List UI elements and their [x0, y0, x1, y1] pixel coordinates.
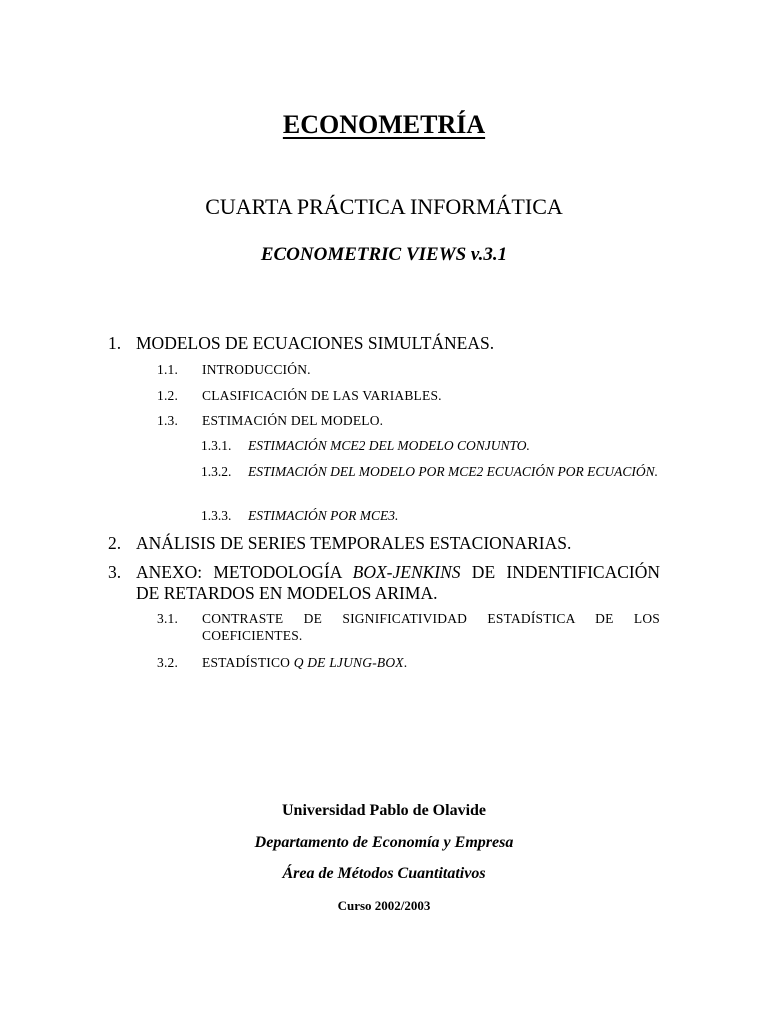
toc-section-number: 1.	[108, 333, 122, 353]
toc-subsubsection-number: 1.3.3.	[201, 508, 232, 523]
department-name: Departamento de Economía y Empresa	[254, 834, 514, 851]
toc-section-3-1	[157, 610, 660, 644]
toc-subsection-title-emphasis: Q DE LJUNG-BOX	[293, 655, 404, 670]
toc-subsubsection-number: 1.3.1.	[201, 438, 232, 453]
toc-section-1-2	[157, 387, 660, 404]
toc-section-1-3	[157, 412, 660, 429]
toc-subsection-number: 1.3.	[157, 413, 179, 428]
toc-section-2	[108, 533, 660, 554]
toc-section-title-part: ANEXO: METODOLOGÍA	[136, 562, 353, 582]
toc-section-1-3-1	[201, 437, 660, 455]
toc-section-1-3-3	[201, 507, 660, 525]
toc-section-1	[108, 333, 660, 354]
toc-subsubsection-title: ESTIMACIÓN MCE2 DEL MODELO CONJUNTO.	[248, 438, 530, 453]
area-name: Área de Métodos Cuantitativos	[282, 865, 486, 882]
toc-subsubsection-title: ESTIMACIÓN DEL MODELO POR MCE2 ECUACIÓN POR ECUACIÓN.	[248, 464, 658, 479]
toc-section-title-emphasis: BOX-JENKINS	[352, 562, 461, 582]
toc-subsection-title: INTRODUCCIÓN.	[202, 362, 311, 377]
toc-section-title-part: DE INDENTIFICACIÓN DE RETARDOS EN MODELOS ARIMA.	[136, 562, 660, 603]
software-version: ECONOMETRIC VIEWS v.3.1	[260, 244, 508, 265]
toc-subsubsection-number: 1.3.2.	[201, 464, 232, 479]
university-name: Universidad Pablo de Olavide	[281, 802, 487, 819]
toc-subsection-title-part: ESTADÍSTICO	[202, 655, 294, 670]
toc-section-3	[108, 562, 660, 604]
toc-section-number: 3.	[108, 562, 122, 582]
toc-subsection-number: 1.2.	[157, 388, 179, 403]
toc-section-title: ANÁLISIS DE SERIES TEMPORALES ESTACIONARIAS.	[136, 533, 572, 553]
toc-subsection-title	[202, 654, 660, 671]
toc-subsection-number: 3.2.	[157, 655, 179, 670]
course-year: Curso 2002/2003	[337, 898, 431, 913]
toc-section-title	[136, 562, 660, 604]
toc-subsection-number: 3.1.	[157, 611, 179, 626]
toc-subsection-title: CLASIFICACIÓN DE LAS VARIABLES.	[202, 388, 442, 403]
document-subtitle: CUARTA PRÁCTICA INFORMÁTICA	[205, 194, 563, 219]
toc-section-1-3-2	[201, 463, 660, 481]
toc-section-number: 2.	[108, 533, 122, 553]
toc-subsection-title: ESTIMACIÓN DEL MODELO.	[202, 413, 384, 428]
toc-section-1-1	[157, 361, 660, 378]
document-title-text: ECONOMETRÍA	[282, 110, 486, 139]
toc-subsection-title-part: .	[403, 655, 408, 670]
toc-subsection-number: 1.1.	[157, 362, 179, 377]
toc-section-3-2	[157, 654, 660, 671]
document-title	[0, 110, 768, 140]
toc-subsubsection-title: ESTIMACIÓN POR MCE3.	[248, 508, 399, 523]
toc-section-title: MODELOS DE ECUACIONES SIMULTÁNEAS.	[136, 333, 495, 353]
toc-subsection-title: CONTRASTE DE SIGNIFICATIVIDAD ESTADÍSTICA DE LOS COEFICIENTES.	[202, 611, 660, 643]
